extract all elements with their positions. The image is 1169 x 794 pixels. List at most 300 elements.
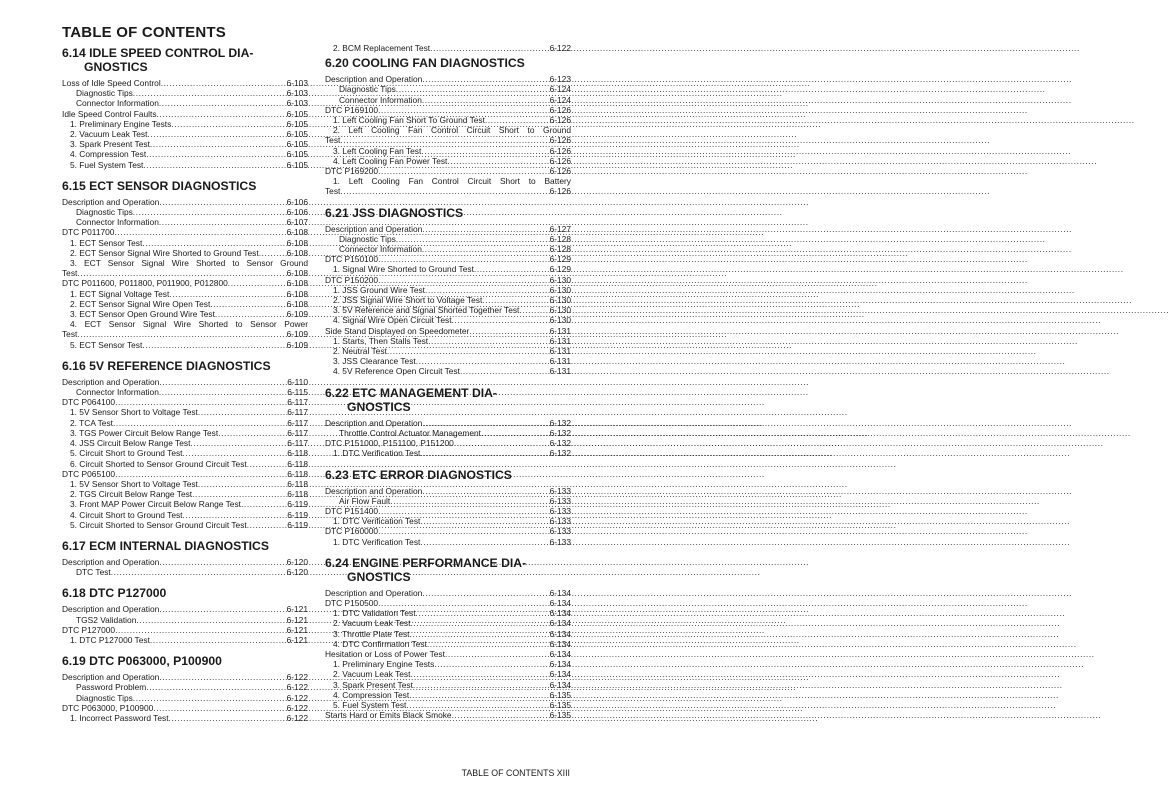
- toc-entry[interactable]: [62, 88, 308, 98]
- toc-entry-label: DTC Test: [76, 567, 111, 578]
- toc-entry-label: 4. JSS Circuit Below Range Test: [70, 438, 191, 449]
- toc-page-number: 6-107: [286, 217, 308, 228]
- toc-page-number: 6-103: [286, 98, 308, 109]
- toc-entry[interactable]: [62, 98, 308, 108]
- dot-leader: [422, 588, 549, 598]
- toc-entry[interactable]: [325, 84, 571, 94]
- dot-leader: [159, 197, 286, 207]
- dot-leader: [378, 166, 550, 176]
- toc-entry-label: 6. Circuit Shorted to Sensor Ground Circuit Test: [70, 458, 247, 469]
- toc-entry-label: 1. Incorrect Password Test: [70, 712, 169, 723]
- toc-page-number: 6-122: [549, 43, 571, 53]
- dot-leader: [183, 510, 288, 520]
- toc-page-number: 6-132: [549, 448, 571, 459]
- toc-entry-label: Test: [325, 186, 341, 197]
- dot-leader: [183, 448, 288, 458]
- toc-entry[interactable]: [62, 635, 308, 645]
- toc-entry[interactable]: [62, 119, 308, 129]
- toc-entry[interactable]: [62, 217, 308, 227]
- toc-entry-label: DTC P150100: [325, 254, 379, 265]
- toc-entry-label: Connector Information: [76, 387, 159, 398]
- toc-entry-label: Description and Operation: [62, 672, 160, 683]
- toc-entry[interactable]: [325, 496, 571, 506]
- dot-leader: [378, 254, 550, 264]
- toc-entry[interactable]: [325, 105, 571, 115]
- toc-entry[interactable]: [62, 625, 308, 635]
- toc-entry-label: 2. Neutral Test: [333, 346, 387, 357]
- toc-entry-label: 4. Circuit Short to Ground Test: [70, 509, 183, 520]
- dot-leader: [215, 309, 287, 319]
- dot-leader: [422, 418, 549, 428]
- dot-leader: [150, 139, 287, 149]
- toc-entry-label: 2. Vacuum Leak Test: [333, 618, 411, 629]
- dot-leader: [192, 489, 287, 499]
- toc-entry-label: 1. DTC Validation Test: [333, 608, 416, 619]
- toc-entry[interactable]: [62, 693, 308, 703]
- toc-page-number: 6-118: [287, 448, 308, 459]
- toc-page-number: 6-108: [286, 288, 308, 299]
- toc-entry[interactable]: [62, 459, 308, 469]
- toc-page-number: 6-134: [549, 648, 571, 659]
- dot-leader: [519, 305, 549, 315]
- toc-entry[interactable]: [325, 336, 571, 346]
- toc-entry[interactable]: [62, 479, 308, 489]
- toc-entry-label: Air Flow Fault: [339, 495, 391, 506]
- toc-entry[interactable]: [62, 387, 308, 397]
- toc-entry[interactable]: [62, 428, 308, 438]
- toc-page-number: 6-119: [287, 519, 308, 530]
- toc-right-column: [325, 43, 571, 720]
- toc-page-number: 6-130: [549, 295, 571, 306]
- toc-entry[interactable]: [62, 197, 308, 207]
- toc-entry[interactable]: [325, 618, 571, 628]
- toc-page-number: 6-117: [287, 407, 308, 418]
- toc-entry[interactable]: [62, 407, 308, 417]
- toc-page-number: 6-109: [286, 309, 308, 320]
- toc-entry[interactable]: [325, 506, 571, 516]
- toc-entry-label: Test: [325, 135, 341, 146]
- toc-entry[interactable]: [62, 329, 308, 339]
- dot-leader: [416, 608, 550, 618]
- toc-entry-label: 1. Left Cooling Fan Short To Ground Test: [333, 115, 485, 126]
- toc-entry[interactable]: [325, 669, 571, 679]
- toc-page-number: 6-108: [286, 237, 308, 248]
- toc-page-number: 6-108: [286, 278, 308, 289]
- toc-entry-label: 1. ECT Signal Voltage Test: [70, 288, 170, 299]
- dot-leader: [378, 105, 550, 115]
- toc-entry[interactable]: [325, 326, 571, 336]
- toc-entry-label: 2. JSS Signal Wire Short to Voltage Test: [333, 295, 483, 306]
- section-heading: [62, 586, 308, 600]
- dot-leader: [150, 635, 287, 645]
- toc-page-number: 6-110: [287, 376, 308, 387]
- toc-entry[interactable]: [325, 598, 571, 608]
- toc-entry-label: Description and Operation: [325, 587, 423, 598]
- toc-entry-label: 3. TGS Power Circuit Below Range Test: [70, 427, 219, 438]
- toc-entry-label: 2. ECT Sensor Signal Wire Open Test: [70, 298, 211, 309]
- toc-entry-label: Connector Information: [76, 98, 159, 109]
- dot-leader: [77, 329, 286, 339]
- dot-leader: [340, 135, 549, 145]
- toc-entry-label: 1. JSS Ground Wire Test: [333, 284, 426, 295]
- toc-entry[interactable]: [325, 649, 571, 659]
- toc-page-number: 6-131: [549, 366, 571, 377]
- toc-entry[interactable]: [62, 615, 308, 625]
- toc-entry-label: Idle Speed Control Faults: [62, 108, 157, 119]
- dot-leader: [153, 703, 286, 713]
- toc-entry[interactable]: [325, 366, 571, 376]
- toc-entry-label: 4. Left Cooling Fan Power Test: [333, 155, 448, 166]
- toc-page-number: 6-105: [286, 159, 308, 170]
- toc-entry[interactable]: [325, 608, 571, 618]
- section-heading: [325, 206, 571, 220]
- toc-entry-label: 2. TCA Test: [70, 417, 113, 428]
- toc-page-number: 6-133: [549, 526, 571, 537]
- toc-entry[interactable]: [325, 156, 571, 166]
- toc-entry-label: Diagnostic Tips: [339, 84, 396, 95]
- toc-entry[interactable]: [325, 43, 571, 53]
- toc-page-number: 6-106: [286, 207, 308, 218]
- toc-page-number: 6-123: [549, 74, 571, 85]
- toc-entry[interactable]: [62, 139, 308, 149]
- toc-entry[interactable]: [62, 489, 308, 499]
- toc-entry[interactable]: [62, 520, 308, 530]
- dot-leader: [427, 639, 550, 649]
- toc-entry-label: Description and Operation: [325, 417, 423, 428]
- dot-leader: [198, 407, 287, 417]
- toc-entry-label: DTC P160000: [325, 526, 379, 537]
- toc-page-number: 6-105: [286, 139, 308, 150]
- dot-leader: [390, 496, 549, 506]
- toc-entry[interactable]: [62, 604, 308, 614]
- toc-entry-label: 3. ECT Sensor Open Ground Wire Test: [70, 309, 215, 320]
- section-heading: [62, 359, 308, 373]
- dot-leader: [136, 615, 286, 625]
- toc-entry[interactable]: [325, 680, 571, 690]
- toc-entry[interactable]: [325, 285, 571, 295]
- toc-entry[interactable]: [325, 700, 571, 710]
- dot-leader: [387, 346, 550, 356]
- section-title: 6.24 ENGINE PERFORMANCE DIA-: [325, 555, 527, 570]
- dot-leader: [434, 659, 549, 669]
- toc-entry[interactable]: [62, 109, 308, 119]
- section-heading: [325, 386, 571, 414]
- dot-leader: [452, 315, 550, 325]
- dot-leader: [111, 567, 287, 577]
- toc-entry[interactable]: [325, 254, 571, 264]
- toc-entry-label: 2. TGS Circuit Below Range Test: [70, 489, 193, 500]
- dot-leader: [409, 690, 549, 700]
- toc-page-number: 6-132: [549, 438, 571, 449]
- toc-page-number: 6-130: [549, 315, 571, 326]
- dot-leader: [430, 43, 549, 53]
- toc-entry-label: Connector Information: [76, 217, 159, 228]
- toc-page-number: 6-106: [286, 196, 308, 207]
- toc-entry-label: 1. Preliminary Engine Tests: [70, 118, 172, 129]
- toc-entry[interactable]: [62, 397, 308, 407]
- toc-page-number: 6-126: [549, 104, 571, 115]
- dot-leader: [147, 129, 286, 139]
- toc-entry[interactable]: [62, 309, 308, 319]
- section-title: 6.17 ECM INTERNAL DIAGNOSTICS: [62, 538, 269, 553]
- toc-entry-label: Loss of Idle Speed Control: [62, 78, 161, 88]
- dot-leader: [469, 326, 549, 336]
- page-title: TABLE OF CONTENTS: [62, 24, 226, 41]
- toc-entry-label: DTC P169100: [325, 104, 379, 115]
- toc-page-number: 6-119: [287, 499, 308, 510]
- dot-leader: [428, 336, 549, 346]
- toc-page-number: 6-109: [286, 329, 308, 340]
- dot-leader: [482, 295, 549, 305]
- section-title: 6.21 JSS DIAGNOSTICS: [325, 205, 464, 220]
- toc-entry[interactable]: [62, 377, 308, 387]
- toc-entry-label: Description and Operation: [325, 74, 423, 85]
- toc-entry[interactable]: [325, 588, 571, 598]
- toc-entry[interactable]: [325, 95, 571, 105]
- section-heading: [325, 556, 571, 584]
- toc-entry-label: 3. Left Cooling Fan Test: [333, 145, 422, 156]
- toc-page-number: 6-133: [549, 516, 571, 527]
- dot-leader: [159, 672, 286, 682]
- toc-entry[interactable]: [62, 278, 308, 288]
- toc-page-number: 6-134: [549, 669, 571, 680]
- toc-entry[interactable]: [325, 74, 571, 84]
- dot-leader: [420, 448, 549, 458]
- dot-leader: [420, 537, 549, 547]
- toc-entry[interactable]: [62, 78, 308, 88]
- toc-page-number: 6-120: [286, 567, 308, 578]
- toc-page-number: 6-129: [549, 254, 571, 265]
- section-title-continued: GNOSTICS: [347, 399, 411, 414]
- toc-page-number: 6-117: [287, 438, 308, 449]
- toc-entry[interactable]: [62, 340, 308, 350]
- toc-page-number: 6-127: [549, 223, 571, 234]
- toc-page-number: 6-103: [286, 78, 308, 88]
- toc-page-number: 6-108: [286, 247, 308, 258]
- dot-leader: [228, 278, 287, 288]
- toc-page-number: 6-134: [549, 628, 571, 639]
- dot-leader: [259, 248, 287, 258]
- toc-entry[interactable]: [325, 526, 571, 536]
- toc-entry-label: Description and Operation: [62, 196, 160, 207]
- dot-leader: [210, 299, 286, 309]
- toc-entry-label: 1. DTC Verification Test: [333, 536, 421, 547]
- toc-entry-label: 4. Signal Wire Open Circuit Test: [333, 315, 452, 326]
- toc-entry[interactable]: [325, 346, 571, 356]
- toc-entry[interactable]: [62, 469, 308, 479]
- toc-page-number: 6-117: [287, 427, 308, 438]
- dot-leader: [420, 516, 549, 526]
- toc-entry-wrapped-line[interactable]: 1. Left Cooling Fan Control Circuit Short to Battery: [333, 176, 571, 187]
- toc-entry[interactable]: [62, 682, 308, 692]
- toc-page-number: 6-120: [286, 556, 308, 567]
- dot-leader: [113, 418, 287, 428]
- toc-entry[interactable]: [62, 438, 308, 448]
- toc-entry[interactable]: [325, 659, 571, 669]
- dot-leader: [378, 506, 550, 516]
- toc-page-number: 6-122: [286, 672, 308, 683]
- toc-page-number: 6-124: [549, 94, 571, 105]
- toc-page-number: 6-121: [286, 614, 308, 625]
- toc-entry[interactable]: [325, 135, 571, 145]
- toc-entry[interactable]: [325, 537, 571, 547]
- toc-entry-wrapped-line[interactable]: 4. ECT Sensor Signal Wire Shorted to Sensor Power: [70, 319, 308, 330]
- dot-leader: [115, 397, 287, 407]
- toc-entry[interactable]: [62, 238, 308, 248]
- toc-entry[interactable]: [325, 224, 571, 234]
- section-heading: [325, 468, 571, 482]
- toc-page-number: 6-105: [286, 129, 308, 140]
- dot-leader: [413, 680, 550, 690]
- toc-entry[interactable]: [325, 516, 571, 526]
- toc-page-number: 6-128: [549, 233, 571, 244]
- dot-leader: [460, 366, 550, 376]
- toc-entry[interactable]: [325, 486, 571, 496]
- toc-entry-wrapped-line[interactable]: 2. Left Cooling Fan Control Circuit Short to Ground: [333, 125, 571, 136]
- dot-leader: [115, 469, 287, 479]
- toc-page-number: 6-122: [286, 692, 308, 703]
- toc-entry[interactable]: [325, 146, 571, 156]
- dot-leader: [142, 238, 286, 248]
- toc-page-number: 6-131: [549, 325, 571, 336]
- toc-entry-label: Connector Information: [339, 244, 422, 255]
- toc-page-number: 6-130: [549, 284, 571, 295]
- toc-entry[interactable]: [62, 268, 308, 278]
- toc-page-number: 6-105: [286, 149, 308, 160]
- toc-entry[interactable]: [62, 129, 308, 139]
- toc-entry-label: Diagnostic Tips: [76, 692, 133, 703]
- dot-leader: [142, 340, 286, 350]
- dot-leader: [378, 598, 550, 608]
- toc-entry[interactable]: [325, 418, 571, 428]
- toc-entry-label: 4. Compression Test: [70, 149, 147, 160]
- toc-entry-wrapped-line[interactable]: 3. ECT Sensor Signal Wire Shorted to Sensor Ground: [70, 258, 308, 269]
- toc-entry[interactable]: [62, 299, 308, 309]
- toc-page-number: 6-124: [549, 84, 571, 95]
- toc-entry[interactable]: [325, 629, 571, 639]
- toc-entry[interactable]: [325, 639, 571, 649]
- toc-entry-label: 3. Throttle Plate Test: [333, 628, 410, 639]
- dot-leader: [190, 438, 287, 448]
- toc-page-number: 6-118: [287, 478, 308, 489]
- toc-entry[interactable]: [62, 418, 308, 428]
- toc-page-number: 6-115: [287, 387, 308, 398]
- toc-page-number: 6-122: [286, 682, 308, 693]
- dot-leader: [133, 693, 287, 703]
- toc-entry[interactable]: [62, 160, 308, 170]
- toc-entry[interactable]: [325, 295, 571, 305]
- dot-leader: [115, 625, 287, 635]
- toc-entry-label: Diagnostic Tips: [339, 233, 396, 244]
- toc-entry[interactable]: [325, 275, 571, 285]
- dot-leader: [474, 264, 550, 274]
- toc-entry[interactable]: [325, 438, 571, 448]
- section-title: 6.15 ECT SENSOR DIAGNOSTICS: [62, 178, 257, 193]
- toc-page-number: 6-126: [549, 166, 571, 177]
- dot-leader: [410, 629, 550, 639]
- section-title: 6.20 COOLING FAN DIAGNOSTICS: [325, 56, 525, 71]
- section-title-continued: GNOSTICS: [84, 60, 148, 74]
- toc-entry[interactable]: [325, 244, 571, 254]
- toc-page-number: 6-118: [287, 468, 308, 479]
- toc-entry[interactable]: [62, 289, 308, 299]
- toc-entry[interactable]: [325, 166, 571, 176]
- toc-page-number: 6-131: [549, 346, 571, 357]
- toc-entry-label: 4. DTC Confirmation Test: [333, 638, 427, 649]
- section-title: 6.23 ETC ERROR DIAGNOSTICS: [325, 467, 512, 482]
- toc-entry-label: 5. ECT Sensor Test: [70, 339, 143, 350]
- toc-page-number: 6-133: [549, 485, 571, 496]
- toc-entry[interactable]: [62, 510, 308, 520]
- toc-page-number: 6-122: [286, 702, 308, 713]
- toc-entry[interactable]: [325, 356, 571, 366]
- dot-leader: [114, 227, 286, 237]
- dot-leader: [410, 669, 549, 679]
- toc-entry-label: 2. Vacuum Leak Test: [70, 129, 148, 140]
- toc-entry[interactable]: [325, 186, 571, 196]
- toc-entry[interactable]: [325, 428, 571, 438]
- toc-entry[interactable]: [325, 305, 571, 315]
- toc-entry-label: 1. DTC P127000 Test: [70, 634, 150, 645]
- toc-entry-label: Description and Operation: [325, 223, 423, 234]
- toc-page-number: 6-117: [287, 397, 308, 408]
- toc-entry[interactable]: [62, 448, 308, 458]
- toc-entry[interactable]: [325, 315, 571, 325]
- toc-entry-label: DTC P065100: [62, 468, 116, 479]
- toc-entry[interactable]: [325, 115, 571, 125]
- toc-entry-label: 5. Circuit Shorted to Sensor Ground Circuit Test: [70, 519, 247, 530]
- toc-entry[interactable]: [62, 499, 308, 509]
- toc-entry-label: 3. 5V Reference and Signal Shorted Together Test: [333, 305, 520, 316]
- toc-entry[interactable]: [325, 690, 571, 700]
- toc-page-number: 6-103: [286, 88, 308, 99]
- toc-entry[interactable]: [62, 703, 308, 713]
- toc-page-number: 6-126: [549, 186, 571, 197]
- toc-entry[interactable]: [62, 713, 308, 723]
- toc-entry-label: 4. 5V Reference Open Circuit Test: [333, 366, 460, 377]
- toc-entry[interactable]: [62, 557, 308, 567]
- toc-entry-label: Description and Operation: [62, 604, 160, 615]
- dot-leader: [133, 88, 287, 98]
- dot-leader: [77, 268, 286, 278]
- toc-entry[interactable]: [325, 264, 571, 274]
- dot-leader: [171, 119, 286, 129]
- toc-page-number: 6-118: [287, 458, 308, 469]
- toc-page-number: 6-133: [549, 505, 571, 516]
- dot-leader: [425, 285, 550, 295]
- toc-entry[interactable]: [325, 710, 571, 720]
- toc-entry[interactable]: [62, 207, 308, 217]
- toc-entry[interactable]: [62, 149, 308, 159]
- toc-entry-label: Diagnostic Tips: [76, 88, 133, 99]
- dot-leader: [452, 710, 550, 720]
- toc-entry-label: DTC P064100: [62, 397, 116, 408]
- dot-leader: [340, 186, 549, 196]
- dot-leader: [143, 160, 286, 170]
- toc-page-number: 6-134: [549, 587, 571, 598]
- dot-leader: [422, 95, 550, 105]
- toc-page-number: 6-108: [286, 268, 308, 279]
- toc-entry[interactable]: [62, 567, 308, 577]
- dot-leader: [485, 115, 550, 125]
- toc-entry[interactable]: [325, 234, 571, 244]
- toc-entry[interactable]: [62, 248, 308, 258]
- toc-entry[interactable]: [325, 448, 571, 458]
- dot-leader: [169, 289, 286, 299]
- toc-entry-label: 1. Preliminary Engine Tests: [333, 659, 435, 670]
- toc-entry[interactable]: [62, 672, 308, 682]
- toc-entry[interactable]: [62, 227, 308, 237]
